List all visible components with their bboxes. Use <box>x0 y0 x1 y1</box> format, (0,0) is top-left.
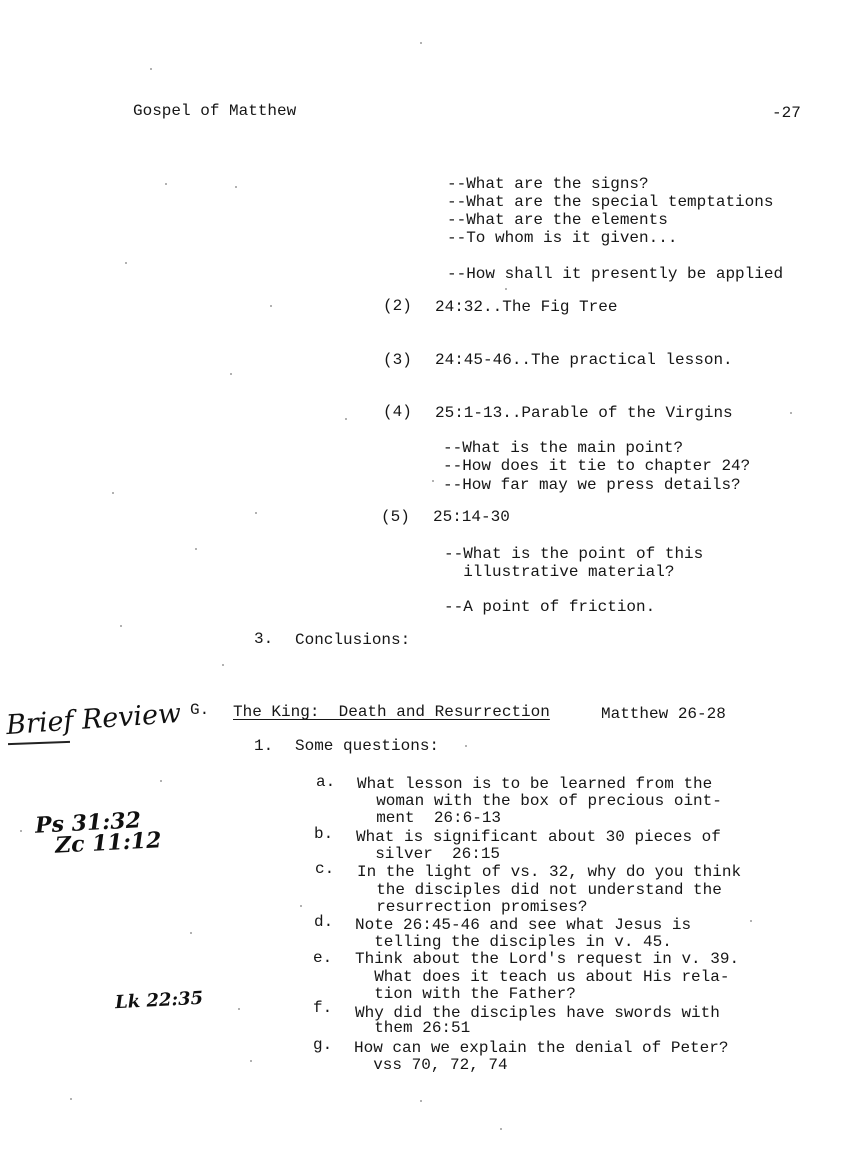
question-text: tion with the Father? <box>355 985 576 1003</box>
question-line: --What are the signs? <box>447 175 649 193</box>
question-line: --What is the point of this <box>444 545 704 563</box>
question-letter: g. <box>313 1036 333 1054</box>
page-number: -27 <box>772 104 801 122</box>
question-letter: e. <box>313 949 333 967</box>
handwritten-underline <box>8 741 70 745</box>
section-letter: G. <box>190 701 210 719</box>
conclusions-text: Conclusions: <box>295 631 411 649</box>
friction-note: --A point of friction. <box>444 598 656 616</box>
sub-item-text: 25:1-13..Parable of the Virgins <box>435 404 733 422</box>
question-letter: d. <box>314 913 334 931</box>
question-text: resurrection promises? <box>357 898 588 916</box>
item-number: 1. <box>254 737 274 755</box>
question-line: illustrative material? <box>444 563 675 581</box>
question-text: woman with the box of precious oint- <box>357 792 722 810</box>
question-text: How can we explain the denial of Peter? <box>354 1039 729 1057</box>
question-line: --What are the special temptations <box>447 193 774 211</box>
question-line: --How does it tie to chapter 24? <box>443 457 751 475</box>
question-line: --What are the elements <box>447 211 668 229</box>
question-text: silver 26:15 <box>356 845 501 863</box>
handwritten-brief-review: Brief Review <box>5 697 183 742</box>
question-letter: f. <box>313 999 333 1017</box>
question-line: --What is the main point? <box>443 439 684 457</box>
document-title: Gospel of Matthew <box>133 102 297 120</box>
applied-question: --How shall it presently be applied <box>447 265 784 283</box>
question-letter: b. <box>314 825 334 843</box>
item-text: Some questions: <box>295 737 440 755</box>
question-line: --To whom is it given... <box>447 229 678 247</box>
question-text: What is significant about 30 pieces of <box>356 828 721 846</box>
sub-item-number: (4) <box>383 403 412 421</box>
conclusions-number: 3. <box>254 630 274 648</box>
question-letter: a. <box>316 773 336 791</box>
sub-item-text: 24:45-46..The practical lesson. <box>435 351 733 369</box>
sub-item-number: (5) <box>381 508 410 526</box>
sub-item-text: 25:14-30 <box>433 508 510 526</box>
question-text: the disciples did not understand the <box>357 881 722 899</box>
question-text: What lesson is to be learned from the <box>357 775 713 793</box>
question-text: telling the disciples in v. 45. <box>355 933 672 951</box>
question-text: Note 26:45-46 and see what Jesus is <box>355 916 692 934</box>
sub-item-number: (3) <box>383 351 412 369</box>
sub-item-number: (2) <box>383 297 412 315</box>
question-line: --How far may we press details? <box>443 476 741 494</box>
question-text: Think about the Lord's request in v. 39. <box>355 950 740 968</box>
question-text: What does it teach us about His rela- <box>355 968 730 986</box>
handwritten-ref-zechariah: Zc 11:12 <box>54 827 163 859</box>
question-text: vss 70, 72, 74 <box>354 1056 508 1074</box>
question-text: In the light of vs. 32, why do you think <box>357 863 742 881</box>
question-letter: c. <box>315 860 335 878</box>
section-title: The King: Death and Resurrection <box>233 703 550 721</box>
sub-item-text: 24:32..The Fig Tree <box>435 298 618 316</box>
section-reference: Matthew 26-28 <box>601 705 726 723</box>
question-text: them 26:51 <box>355 1019 471 1037</box>
question-text: ment 26:6-13 <box>357 809 502 827</box>
handwritten-ref-psalm: Ps 31:32 <box>34 807 142 839</box>
question-text: Why did the disciples have swords with <box>355 1004 720 1022</box>
handwritten-ref-luke: Lk 22:35 <box>114 987 204 1014</box>
